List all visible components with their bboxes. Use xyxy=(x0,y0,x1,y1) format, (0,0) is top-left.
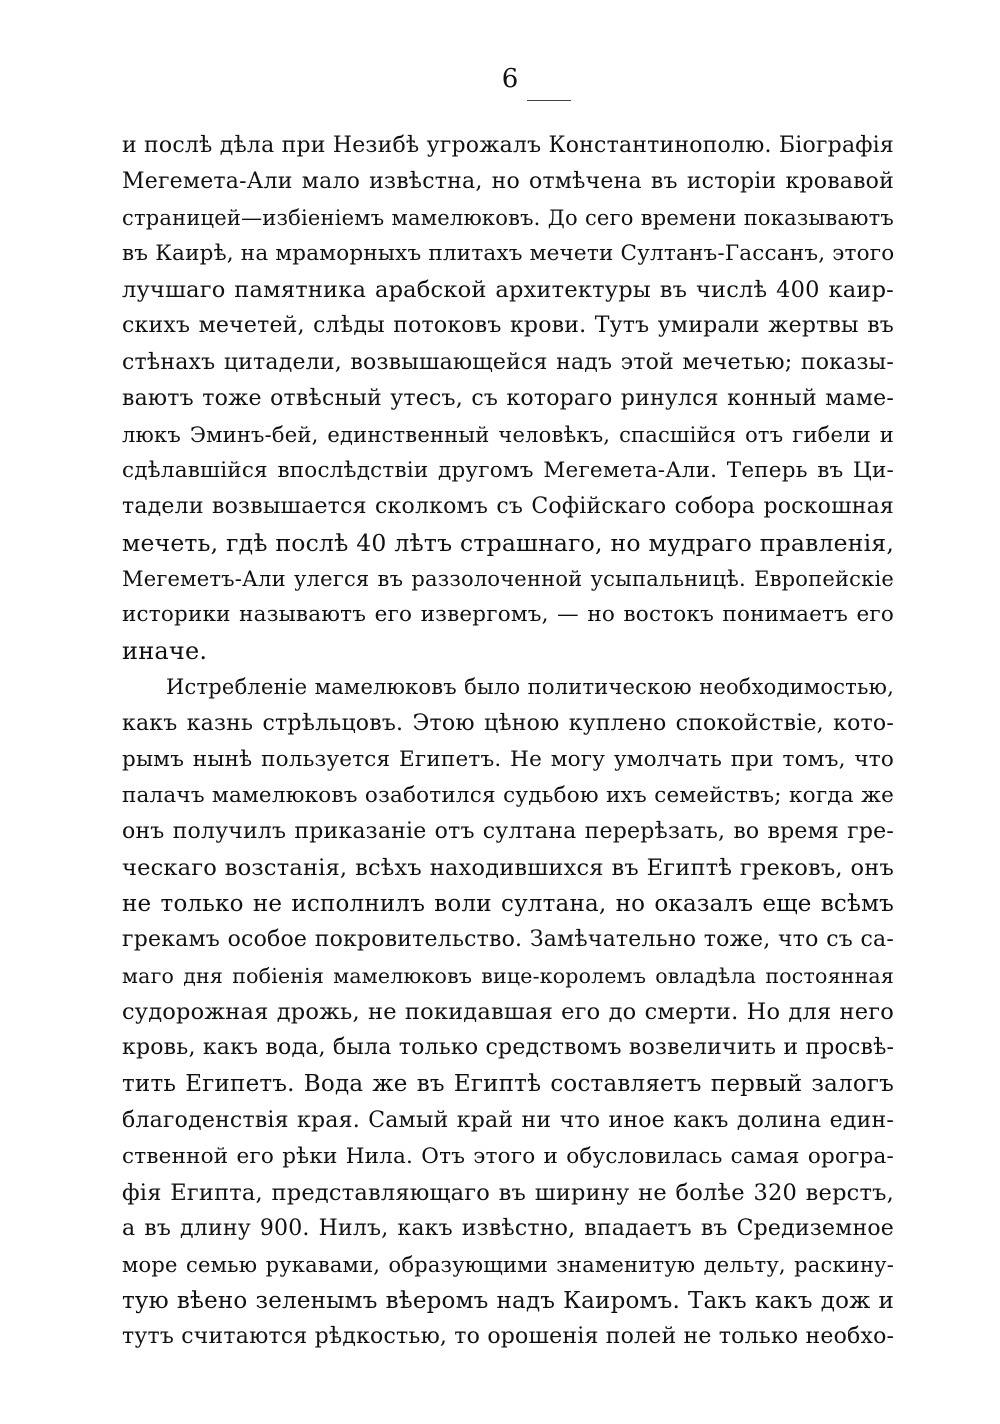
text-line: ческаго возстанія, всѣхъ находившихся въ Египтѣ грековъ, онъ xyxy=(122,854,894,881)
text-line: тутъ считаются рѣдкостью, то орошенія полей не только необхо- xyxy=(122,1324,894,1350)
text-line: тую вѣено зеленымъ вѣеромъ надъ Каиромъ. Такъ какъ дож и xyxy=(122,1288,894,1314)
text-line: фія Египта, представляющаго въ ширину не болѣе 320 верстъ, xyxy=(122,1179,894,1206)
header-rule xyxy=(527,100,571,101)
text-line: какъ казнь стрѣльцовъ. Этою цѣною куплено спокойствіе, кото- xyxy=(122,710,894,736)
text-line: лучшаго памятника арабской архитектуры въ числѣ 400 каир- xyxy=(122,277,894,304)
text-line: а въ длину 900. Нилъ, какъ извѣстно, впадаетъ въ Средиземное xyxy=(122,1215,894,1241)
text-line: стѣнахъ цитадели, возвышающейся надъ этой мечетью; показы- xyxy=(122,349,894,375)
text-line: люкъ Эминъ-бей, единственный человѣкъ, спасшійся отъ гибели и xyxy=(122,422,894,447)
text-line: тадели возвышается сколкомъ съ Софійскаго собора роскошная xyxy=(122,493,894,519)
text-line: Мегемета-Али мало извѣстна, но отмѣчена въ исторіи кровавой xyxy=(122,169,894,195)
text-line: рымъ нынѣ пользуется Египетъ. Не могу умолчать при томъ, что xyxy=(122,746,894,772)
page-number: 6 xyxy=(501,64,519,94)
text-line: историки называютъ его извергомъ, — но востокъ понимаетъ его xyxy=(122,602,894,628)
text-line: тить Египетъ. Вода же въ Египтѣ составляетъ первый залогъ xyxy=(122,1071,894,1098)
text-line: ваютъ тоже отвѣсный утесъ, съ котораго ринулся конный маме- xyxy=(122,385,894,411)
text-line: судорожная дрожь, не покидавшая его до смерти. Но для него xyxy=(122,999,894,1026)
text-line: въ Каирѣ, на мраморныхъ плитахъ мечети Султанъ-Гассанъ, этого xyxy=(122,241,894,267)
text-line: страницей—избіеніемъ мамелюковъ. До сего времени показываютъ xyxy=(122,206,894,231)
text-line: Мегеметъ-Али улегся въ раззолоченной усыпальницѣ. Европейскіе xyxy=(122,567,894,592)
text-line: сдѣлавшійся впослѣдствіи другомъ Мегемета-Али. Теперь въ Ци- xyxy=(122,457,894,483)
text-line: не только не исполнилъ воли султана, но оказалъ еще всѣмъ xyxy=(122,890,894,917)
text-line: ственной его рѣки Нила. Отъ этого и обусловилась самая орогра- xyxy=(122,1143,894,1169)
text-line: и послѣ дѣла при Незибѣ угрожалъ Константинополю. Біографія xyxy=(122,133,894,158)
text-line: море семью рукавами, образующими знаменитую дельту, раскину- xyxy=(122,1252,894,1277)
text-line: мечеть, гдѣ послѣ 40 лѣтъ страшнаго, но мудраго правленія, xyxy=(122,529,894,558)
text-line: маго дня побіенія мамелюковъ вице-королемъ овладѣла постоянная xyxy=(122,964,894,989)
text-line: Истребленіе мамелюковъ было политическою необходимостью, xyxy=(166,675,894,700)
text-line: палачъ мамелюковъ озаботился судьбою ихъ семействъ; когда же xyxy=(122,782,894,808)
text-line: благоденствія края. Самый край ни что иное какъ долина един- xyxy=(122,1107,894,1133)
body-text xyxy=(122,128,894,1355)
text-line: онъ получилъ приказаніе отъ султана перерѣзать, во время гре- xyxy=(122,818,894,844)
text-line: грекамъ особое покровительство. Замѣчательно тоже, что съ са- xyxy=(122,927,894,953)
text-line: иначе. xyxy=(122,637,208,666)
text-line: кровь, какъ вода, была только средствомъ возвеличить и просвѣ- xyxy=(122,1035,894,1061)
text-line: скихъ мечетей, слѣды потоковъ крови. Тутъ умирали жертвы въ xyxy=(122,313,894,339)
